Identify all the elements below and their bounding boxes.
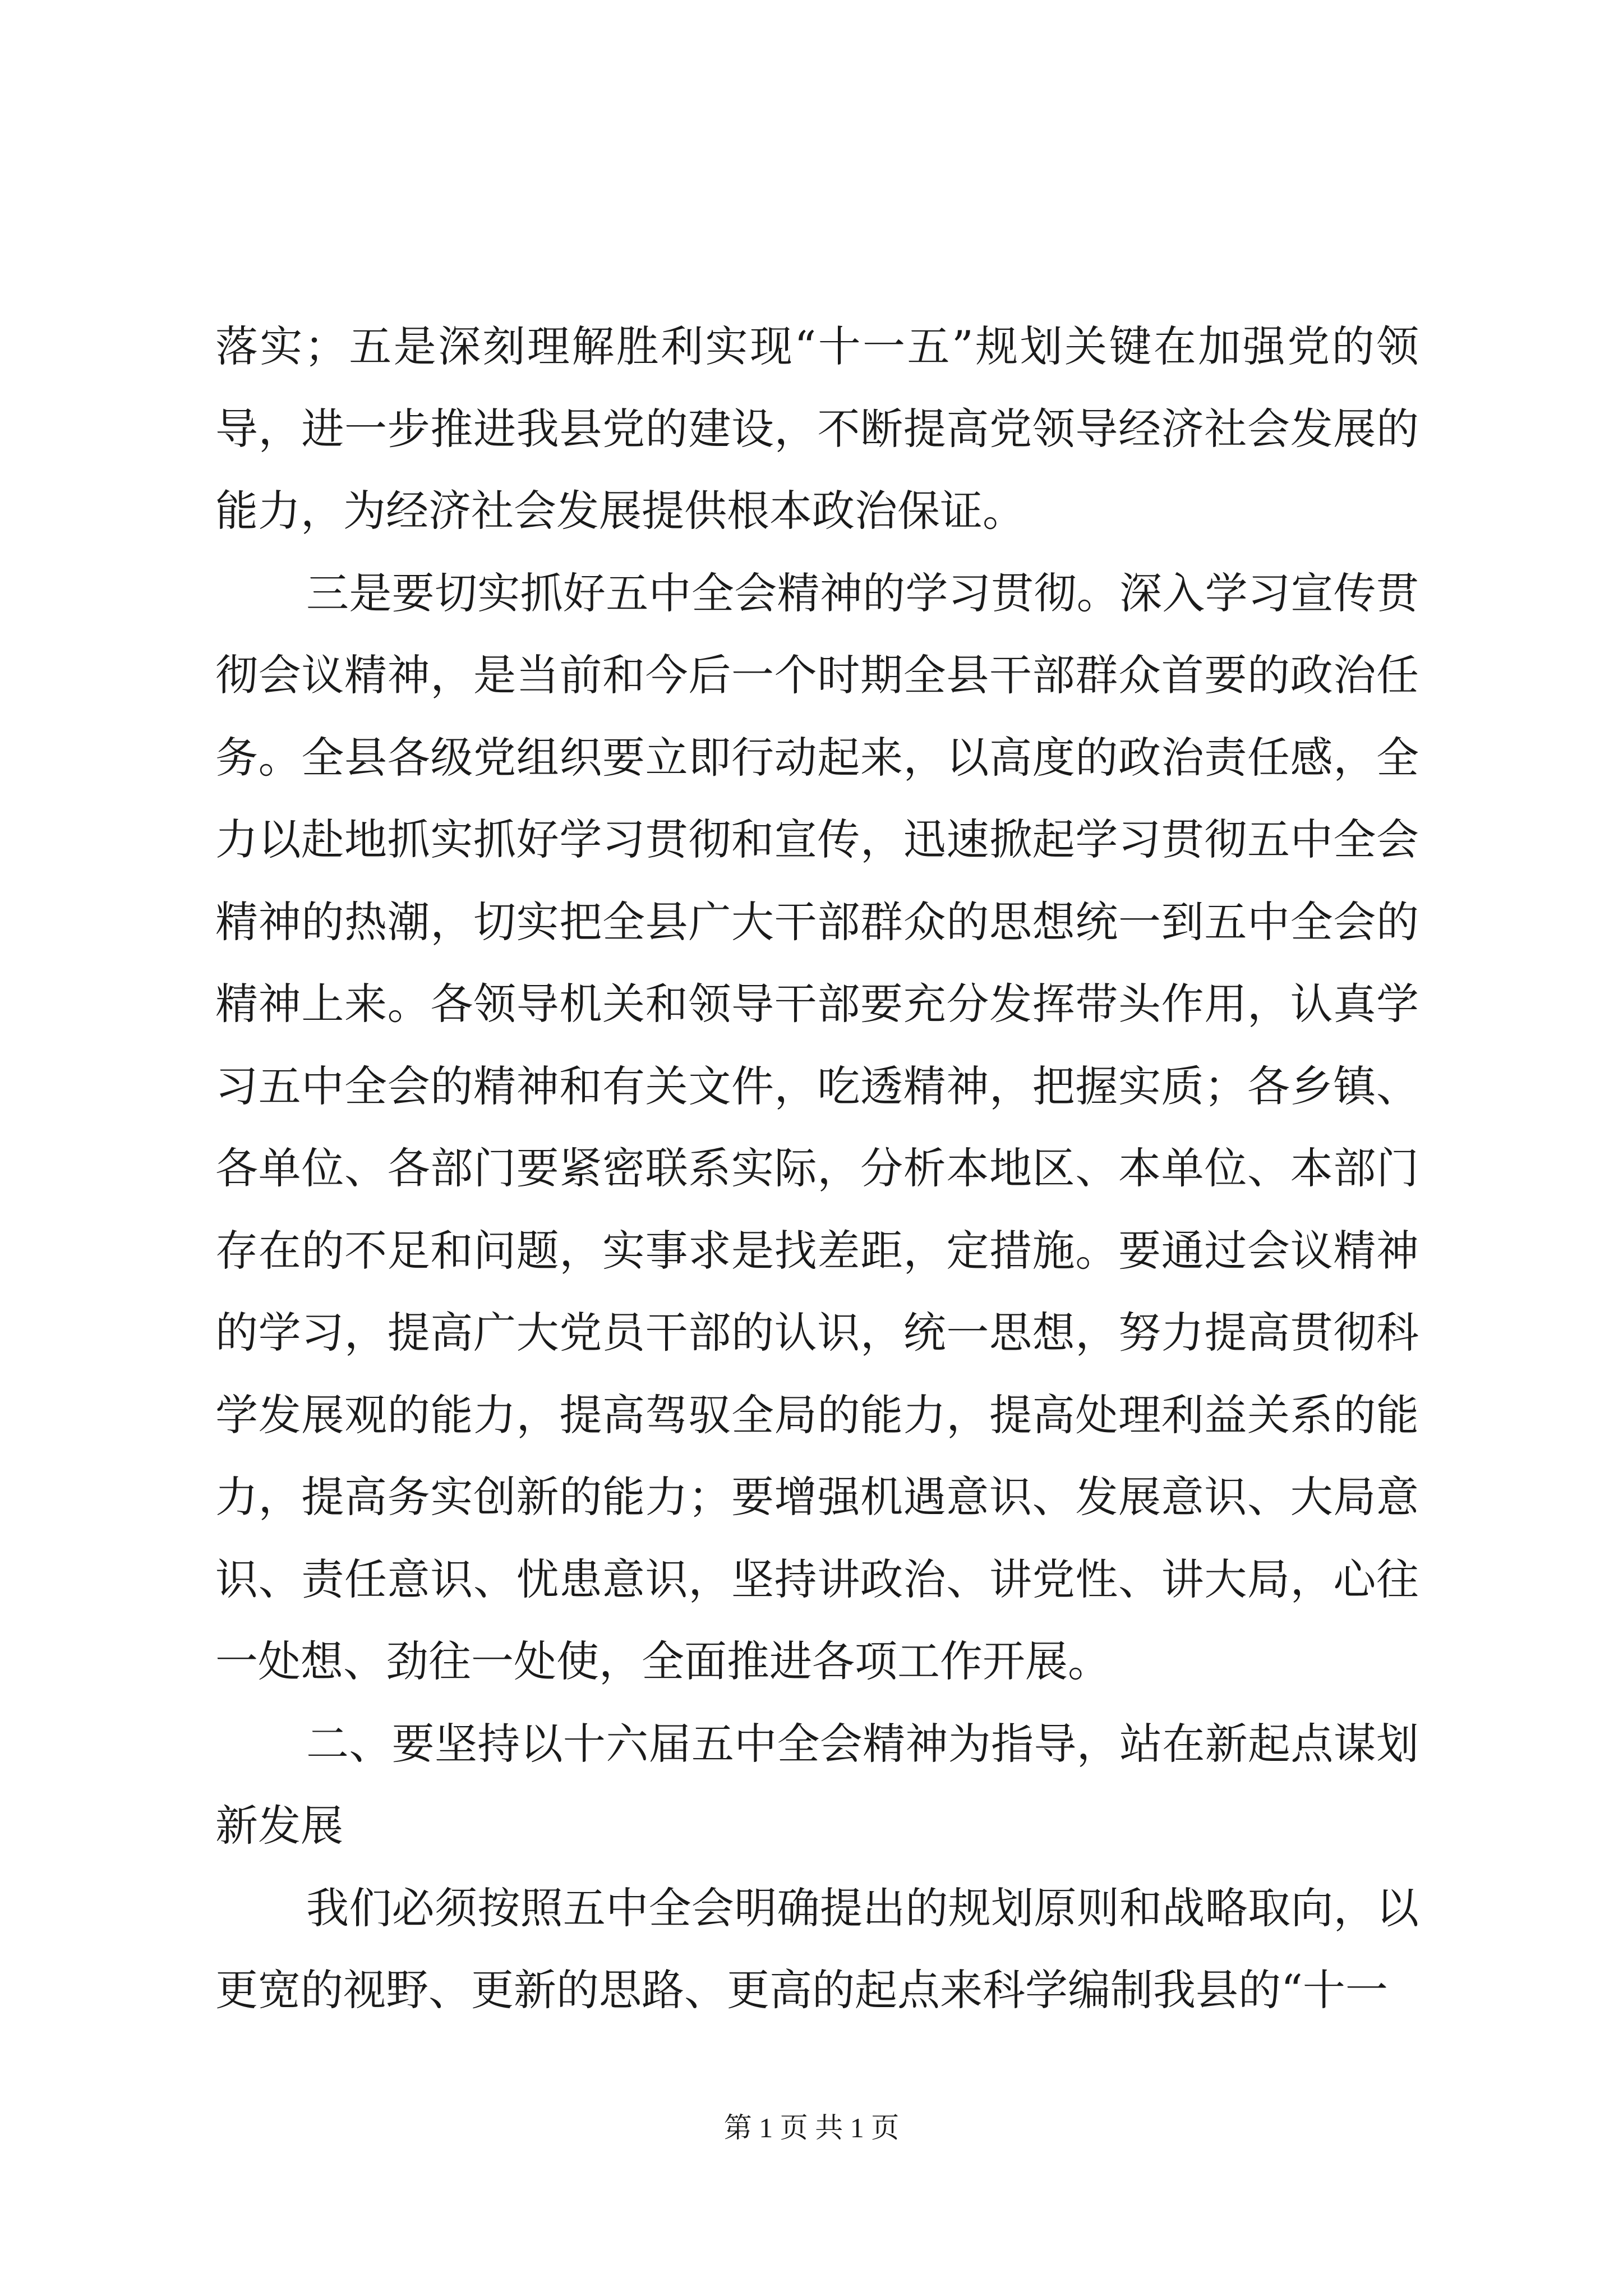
- document-body: [215, 306, 1419, 2032]
- page-footer: 第 1 页 共 1 页: [723, 2112, 900, 2143]
- paragraph-study-implementation: 三是要切实抓好五中全会精神的学习贯彻。深入学习宣传贯彻会议精神，是当前和今后一个时期全县干部群众首要的政治任务。全县各级党组织要立即行动起来，以高度的政治责任感，全力以赴地抓实抓好学习贯彻和宣传，迅速掀起学习贯彻五中全会精神的热潮，切实把全县广大干部群众的思想统一到五中全会的精神上来。各领导机关和领导干部要充分发挥带头作用，认真学习五中全会的精神和有关文件，吃透精神，把握实质；各乡镇、各单位、各部门要紧密联系实际，分析本地区、本单位、本部门存在的不足和问题，实事求是找差距，定措施。要通过会议精神的学习，提高广大党员干部的认识，统一思想，努力提高贯彻科学发展观的能力，提高驾驭全局的能力，提高处理利益关系的能力，提高务实创新的能力；要增强机遇意识、发展意识、大局意识、责任意识、忧患意识，坚持讲政治、讲党性、讲大局，心往一处想、劲往一处使，全面推进各项工作开展。: [215, 568, 1419, 1686]
- paragraph-planning: 我们必须按照五中全会明确提出的规划原则和战略取向，以更宽的视野、更新的思路、更高的起点来科学编制我县的“十一: [215, 1883, 1419, 2015]
- section-heading-two: 二、要坚持以十六届五中全会精神为指导，站在新起点谋划新发展: [215, 1718, 1419, 1851]
- paragraph-continuation: 落实；五是深刻理解胜利实现“十一五”规划关键在加强党的领导，进一步推进我县党的建设，不断提高党领导经济社会发展的能力，为经济社会发展提供根本政治保证。: [215, 321, 1419, 536]
